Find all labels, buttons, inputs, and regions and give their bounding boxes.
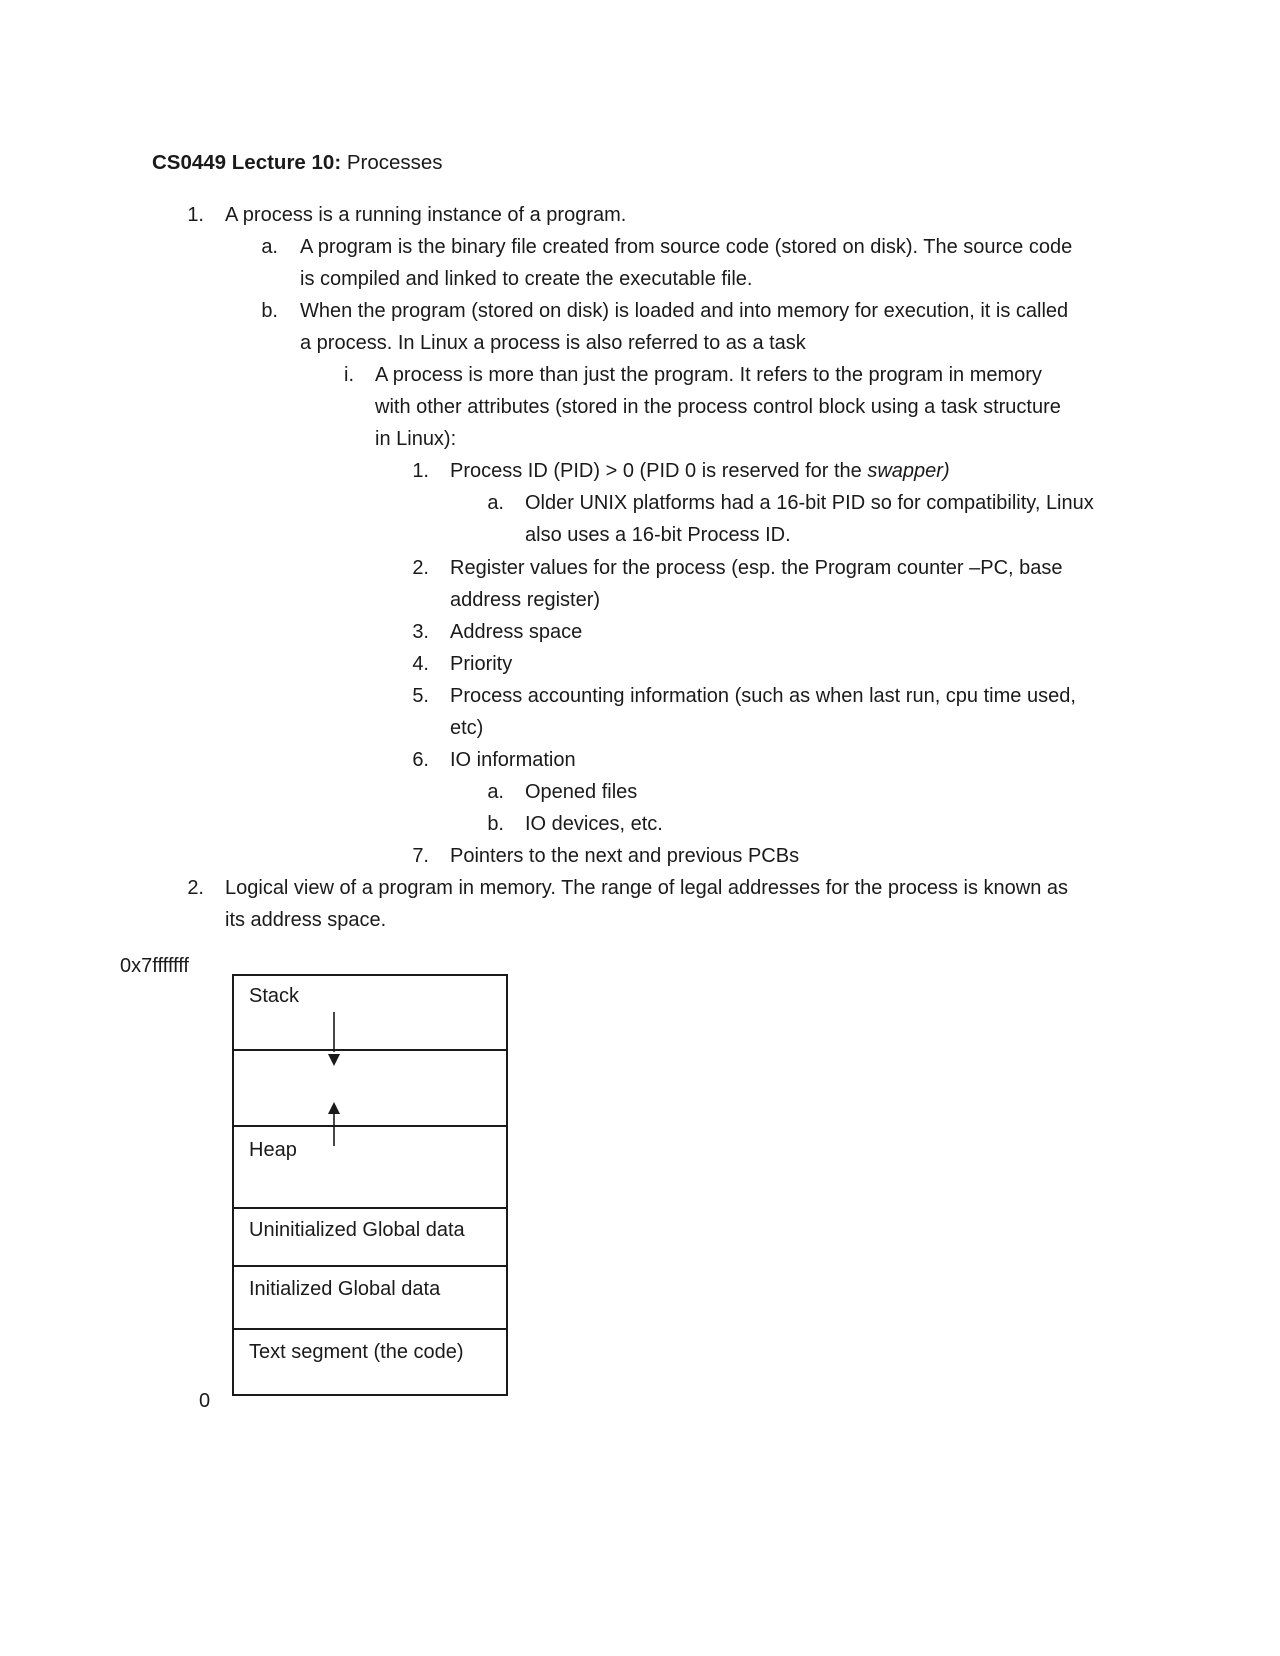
item-1a-line1: A program is the binary file created from source code (stored on disk). The source code: [300, 236, 1073, 258]
pcb-item-6b-marker: b.: [487, 813, 504, 835]
segment-heap: Heap: [249, 1139, 297, 1161]
item-1-text: A process is a running instance of a program.: [225, 204, 627, 226]
item-1bi-marker: i.: [344, 364, 354, 386]
pcb-item-6a-text: Opened files: [525, 781, 638, 803]
item-1a-marker: a.: [261, 236, 278, 258]
pcb-item-1-marker: 1.: [412, 460, 429, 482]
pcb-item-7-marker: 7.: [412, 845, 429, 867]
pcb-item-6b-text: IO devices, etc.: [525, 813, 663, 835]
item-1a-line2: is compiled and linked to create the executable file.: [300, 268, 753, 290]
item-2-marker: 2.: [187, 877, 204, 899]
pcb-item-1a-marker: a.: [487, 492, 504, 514]
pcb-item-5-line1: Process accounting information (such as when last run, cpu time used,: [450, 685, 1076, 707]
pcb-item-7-text: Pointers to the next and previous PCBs: [450, 845, 800, 867]
pcb-item-6a-marker: a.: [487, 781, 504, 803]
item-1b-line1: When the program (stored on disk) is loaded and into memory for execution, it is called: [300, 300, 1069, 322]
topic-label: Processes: [341, 151, 443, 174]
item-2-line1: Logical view of a program in memory. The range of legal addresses for the process is known as: [225, 877, 1069, 899]
course-label: CS0449 Lecture 10:: [152, 151, 342, 174]
pcb-item-2-line1: Register values for the process (esp. the Program counter –PC, base: [450, 557, 1063, 579]
segment-stack: Stack: [249, 985, 300, 1007]
item-1bi-line3: in Linux):: [375, 428, 457, 450]
pcb-item-2-line2: address register): [450, 589, 601, 611]
pcb-item-1-italic: swapper): [867, 460, 950, 482]
pcb-item-3-marker: 3.: [412, 621, 429, 643]
segment-text: Text segment (the code): [249, 1341, 464, 1363]
pcb-item-6-marker: 6.: [412, 749, 429, 771]
item-1b-line2: a process. In Linux a process is also referred to as a task: [300, 332, 806, 354]
item-1bi-line1: A process is more than just the program. It refers to the program in memory: [375, 364, 1042, 386]
top-address-label: 0x7fffffff: [120, 955, 189, 977]
item-1bi-line2: with other attributes (stored in the process control block using a task structure: [375, 396, 1061, 418]
item-2-line2: its address space.: [225, 909, 387, 931]
segment-bss: Uninitialized Global data: [249, 1219, 465, 1241]
pcb-item-6-text: IO information: [450, 749, 576, 771]
pcb-item-2-marker: 2.: [412, 557, 429, 579]
item-1-marker: 1.: [187, 204, 204, 226]
heap-up-arrow-icon: [328, 1102, 340, 1146]
item-1b-marker: b.: [261, 300, 278, 322]
pcb-item-1a-line2: also uses a 16-bit Process ID.: [525, 524, 791, 546]
pcb-item-1a-line1: Older UNIX platforms had a 16-bit PID so for compatibility, Linux: [525, 492, 1094, 514]
stack-down-arrow-icon: [328, 1012, 340, 1066]
pcb-item-5-marker: 5.: [412, 685, 429, 707]
pcb-item-3-text: Address space: [450, 621, 583, 643]
pcb-item-4-text: Priority: [450, 653, 513, 675]
bottom-address-label: 0: [199, 1390, 211, 1412]
segment-data: Initialized Global data: [249, 1278, 441, 1300]
pcb-item-4-marker: 4.: [412, 653, 429, 675]
pcb-item-1-plain: Process ID (PID) > 0 (PID 0 is reserved for the: [450, 460, 868, 482]
pcb-item-5-line2: etc): [450, 717, 484, 739]
